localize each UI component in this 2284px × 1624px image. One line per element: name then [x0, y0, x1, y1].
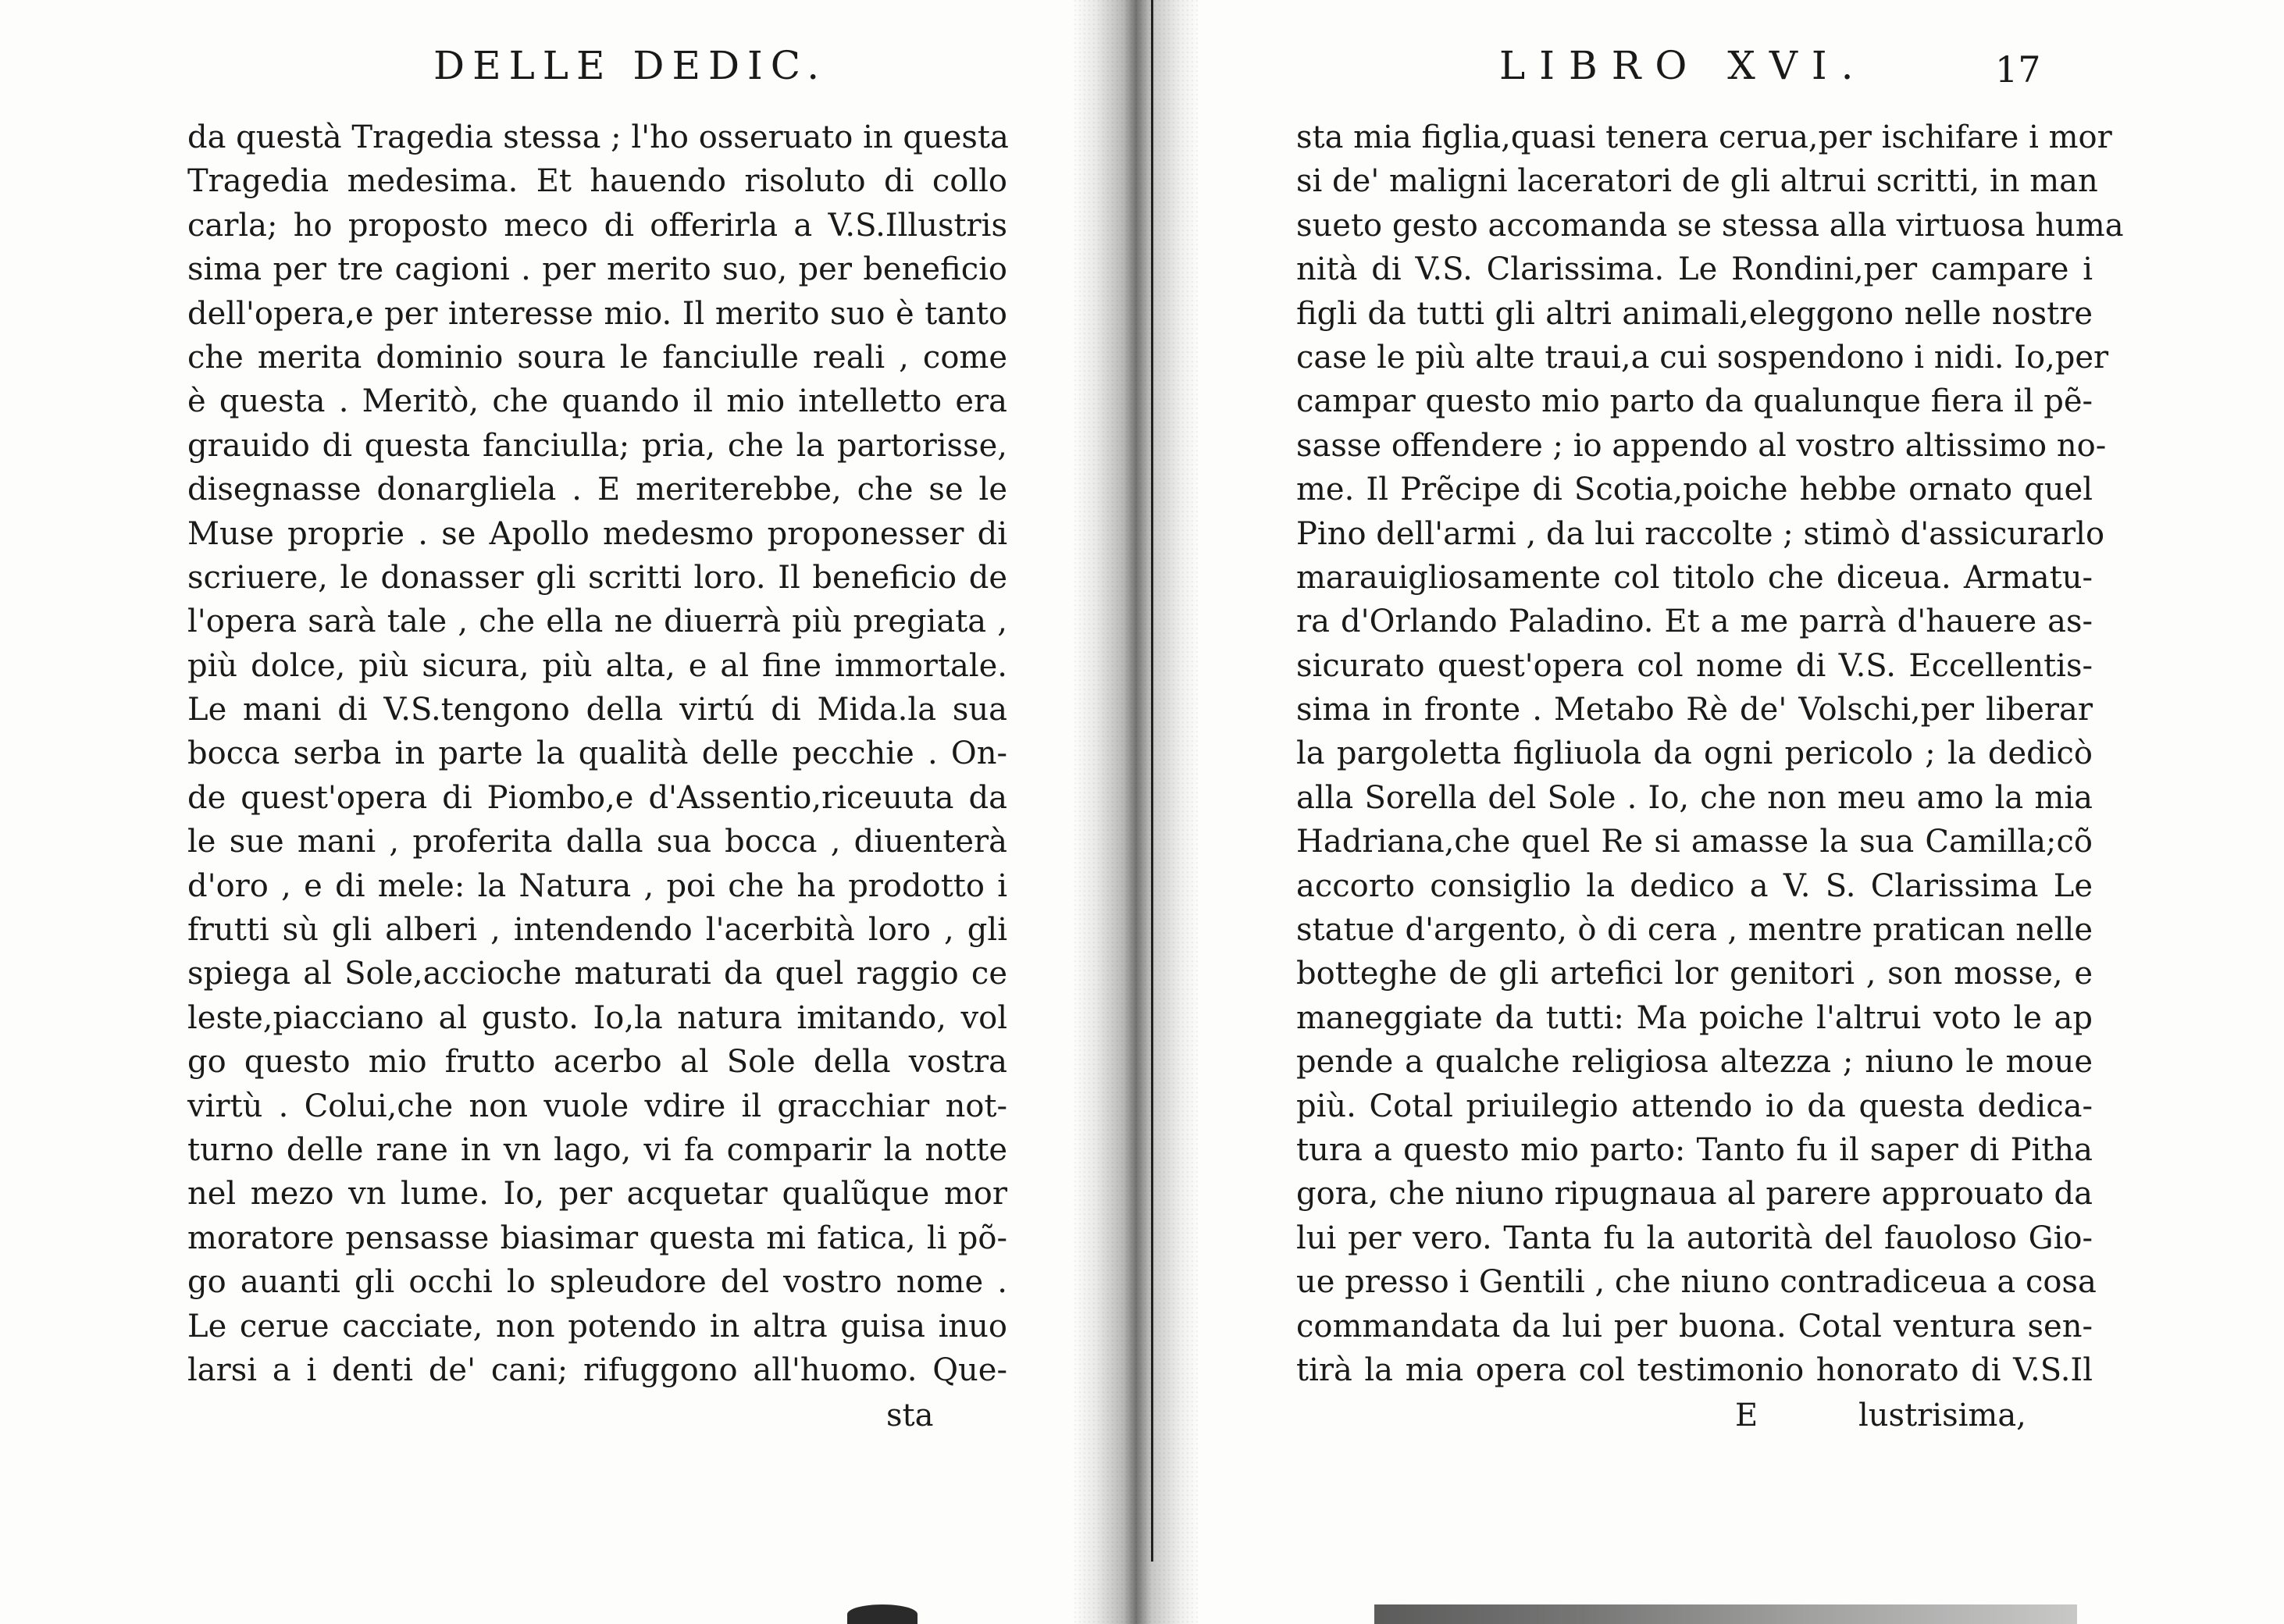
text-line: scriuere, le donasser gli scritti loro. Il beneficio de	[187, 559, 1007, 596]
text-line: virtù . Colui,che non vuole vdire il gracchiar not-	[187, 1088, 1007, 1124]
text-line: alla Sorella del Sole . Io, che non meu amo la mia	[1296, 779, 2093, 816]
text-line: bocca serba in parte la qualità delle pecchie . On-	[187, 735, 1007, 772]
text-line: botteghe de gli artefici lor genitori , son mosse, e	[1296, 956, 2093, 992]
text-line: è questa . Meritò, che quando il mio intelletto era	[187, 383, 1007, 420]
text-line: la pargoletta figliuola da ogni pericolo ; la dedicò	[1296, 735, 2093, 772]
text-line: sueto gesto accomanda se stessa alla virtuosa huma	[1296, 207, 2124, 244]
text-line: case le più alte traui,a cui sospendono i nidi. Io,per	[1296, 339, 2109, 376]
text-line: go questo mio frutto acerbo al Sole della vostra	[187, 1044, 1007, 1081]
running-head: LIBRO XVI.	[1499, 43, 1868, 88]
body-text	[1296, 116, 2124, 1392]
text-line: tirà la mia opera col testimonio honorato di V.S.Il	[1296, 1352, 2093, 1388]
running-head: DELLE DEDIC.	[433, 43, 828, 88]
text-line: tura a questo mio parto: Tanto fu il saper di Pitha	[1296, 1131, 2093, 1168]
text-line: Tragedia medesima. Et hauendo risoluto di collo	[187, 163, 1007, 200]
text-line: ue presso i Gentili , che niuno contradiceua a cosa	[1296, 1264, 2097, 1301]
text-line: larsi a i denti de' cani; rifuggono all'huomo. Que-	[187, 1352, 1007, 1388]
text-line: figli da tutti gli altri animali,eleggono nelle nostre	[1296, 295, 2093, 332]
text-line: d'oro , e di mele: la Natura , poi che ha prodotto i	[187, 867, 1007, 904]
body-text	[187, 116, 1007, 1392]
text-line: grauido di questa fanciulla; pria, che la partorisse,	[187, 427, 1007, 464]
text-line: statue d'argento, ò di cera , mentre pratican nelle	[1296, 912, 2093, 949]
text-line: che merita dominio soura le fanciulle reali , come	[187, 339, 1007, 376]
text-line: disegnasse donargliela . E meriterebbe, che se le	[187, 472, 1007, 508]
text-line: Hadriana,che quel Re si amasse la sua Camilla;cõ	[1296, 824, 2093, 860]
text-line: pende a qualche religiosa altezza ; niuno le moue	[1296, 1044, 2093, 1081]
text-line: commandata da lui per buona. Cotal ventura sen-	[1296, 1308, 2093, 1344]
text-line: l'opera sarà tale , che ella ne diuerrà più pregiata ,	[187, 604, 1007, 640]
right-page	[1179, 0, 2284, 1624]
text-line: sima per tre cagioni . per merito suo, per beneficio	[187, 251, 1007, 288]
text-line: leste,piacciano al gusto. Io,la natura imitando, vol	[187, 999, 1007, 1036]
text-line: accorto consiglio la dedico a V. S. Clarissima Le	[1296, 867, 2093, 904]
text-line: si de' maligni laceratori de gli altrui scritti, in man	[1296, 163, 2098, 200]
catchword: lustrisima,	[1858, 1398, 2026, 1433]
signature-mark: E	[1735, 1398, 1758, 1433]
text-line: Pino dell'armi , da lui raccolte ; stimò d'assicurarlo	[1296, 515, 2105, 552]
binding-edge	[1151, 0, 1153, 1562]
left-page	[0, 0, 1109, 1624]
text-line: campar questo mio parto da qualunque fiera il pẽ-	[1296, 383, 2093, 420]
text-line: da questà Tragedia stessa ; l'ho osseruato in questa	[187, 119, 1009, 155]
text-line: Muse proprie . se Apollo medesmo proponesser di	[187, 515, 1007, 552]
text-line: marauigliosamente col titolo che diceua. Armatu-	[1296, 559, 2093, 596]
text-line: sima in fronte . Metabo Rè de' Volschi,per liberar	[1296, 692, 2093, 728]
text-line: de quest'opera di Piombo,e d'Assentio,riceuuta da	[187, 779, 1007, 816]
text-line: frutti sù gli alberi , intendendo l'acerbità loro , gli	[187, 912, 1007, 949]
text-line: turno delle rane in vn lago, vi fa comparir la notte	[187, 1131, 1007, 1168]
text-line: carla; ho proposto meco di offerirla a V.S.Illustris	[187, 207, 1007, 244]
text-line: più dolce, più sicura, più alta, e al fine immortale.	[187, 647, 1007, 684]
text-line: dell'opera,e per interesse mio. Il merito suo è tanto	[187, 295, 1007, 332]
text-line: gora, che niuno ripugnaua al parere approuato da	[1296, 1176, 2093, 1213]
catchword: sta	[886, 1398, 934, 1433]
text-line: moratore pensasse biasimar questa mi fatica, li põ-	[187, 1220, 1007, 1256]
text-line: sasse offendere ; io appendo al vostro altissimo no-	[1296, 427, 2107, 464]
text-line: spiega al Sole,accioche maturati da quel raggio ce	[187, 956, 1007, 992]
text-line: go auanti gli occhi lo spleudore del vostro nome .	[187, 1264, 1007, 1301]
text-line: maneggiate da tutti: Ma poiche l'altrui voto le ap	[1296, 999, 2093, 1036]
text-line: Le cerue cacciate, non potendo in altra guisa inuo	[187, 1308, 1007, 1344]
text-line: nità di V.S. Clarissima. Le Rondini,per campare i	[1296, 251, 2093, 288]
text-line: sta mia figlia,quasi tenera cerua,per ischifare i mor	[1296, 119, 2112, 155]
text-line: nel mezo vn lume. Io, per acquetar qualũque mor	[187, 1176, 1007, 1213]
text-line: più. Cotal priuilegio attendo io da questa dedica-	[1296, 1088, 2093, 1124]
text-line: lui per vero. Tanta fu la autorità del fauoloso Gio-	[1296, 1220, 2093, 1256]
text-line: sicurato quest'opera col nome di V.S. Eccellentis-	[1296, 647, 2093, 684]
text-line: me. Il Prẽcipe di Scotia,poiche hebbe ornato quel	[1296, 472, 2093, 508]
page-number: 17	[1995, 48, 2041, 91]
text-line: ra d'Orlando Paladino. Et a me parrà d'hauere as-	[1296, 604, 2093, 640]
text-line: le sue mani , proferita dalla sua bocca , diuenterà	[187, 824, 1007, 860]
text-line: Le mani di V.S.tengono della virtú di Mida.la sua	[187, 692, 1007, 728]
